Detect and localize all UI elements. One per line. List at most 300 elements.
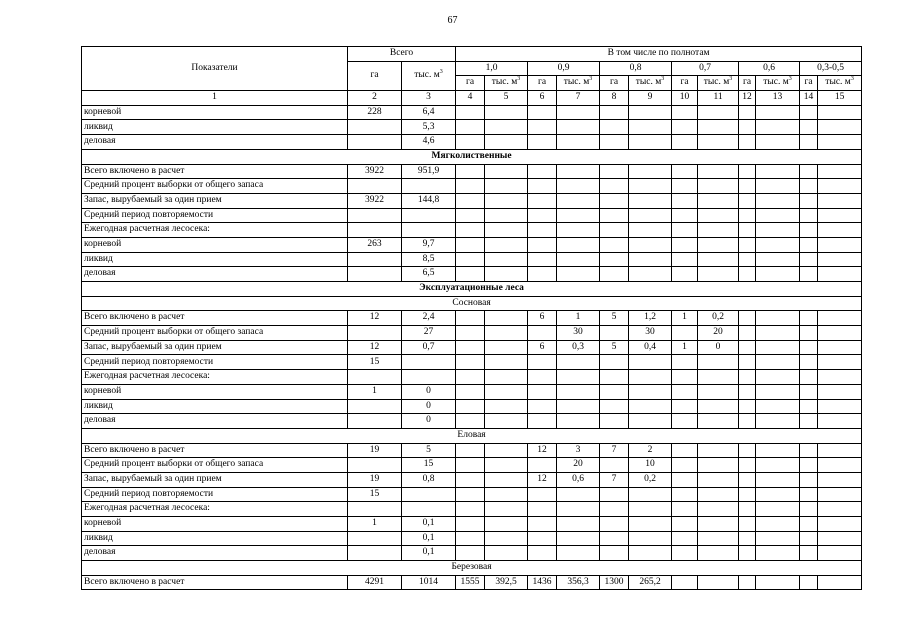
table-cell xyxy=(456,237,485,252)
table-cell xyxy=(456,135,485,150)
table-cell xyxy=(756,443,800,458)
header-unit-ha: га xyxy=(456,76,485,91)
table-cell xyxy=(456,326,485,341)
row-label: Средний процент выборки от общего запаса xyxy=(82,326,348,341)
table-cell xyxy=(698,443,739,458)
table-cell xyxy=(672,252,698,267)
table-cell xyxy=(456,267,485,282)
table-cell xyxy=(739,546,756,561)
row-label: Средний период повторяемости xyxy=(82,487,348,502)
table-cell: 0,8 xyxy=(402,472,456,487)
table-cell: 20 xyxy=(557,458,600,473)
table-cell xyxy=(800,120,818,135)
table-cell xyxy=(557,384,600,399)
table-cell xyxy=(528,120,557,135)
table-cell xyxy=(600,487,629,502)
table-cell xyxy=(348,546,402,561)
table-cell xyxy=(698,237,739,252)
table-cell xyxy=(698,120,739,135)
table-cell xyxy=(629,252,672,267)
table-cell xyxy=(698,531,739,546)
table-cell: 12 xyxy=(348,340,402,355)
table-cell: 5 xyxy=(402,443,456,458)
table-row xyxy=(82,120,862,135)
table-cell xyxy=(402,370,456,385)
table-cell xyxy=(756,252,800,267)
table-cell xyxy=(818,399,862,414)
table-row xyxy=(82,472,862,487)
table-cell xyxy=(818,326,862,341)
table-cell xyxy=(739,105,756,120)
table-cell xyxy=(818,414,862,429)
forest-cutting-table xyxy=(81,46,862,590)
table-cell xyxy=(818,223,862,238)
table-cell: 0,3 xyxy=(557,340,600,355)
table-cell xyxy=(456,179,485,194)
column-number: 1 xyxy=(82,91,348,106)
table-cell xyxy=(600,546,629,561)
table-cell xyxy=(600,458,629,473)
table-cell: 1 xyxy=(672,311,698,326)
table-cell xyxy=(600,135,629,150)
table-cell: 5,3 xyxy=(402,120,456,135)
table-cell xyxy=(698,384,739,399)
section-title: Эксплуатационные леса xyxy=(82,282,862,297)
table-cell xyxy=(672,164,698,179)
table-cell xyxy=(818,443,862,458)
table-cell xyxy=(528,458,557,473)
table-cell: 356,3 xyxy=(557,575,600,590)
table-cell: 4291 xyxy=(348,575,402,590)
table-cell: 12 xyxy=(528,443,557,458)
column-number: 15 xyxy=(818,91,862,106)
table-cell xyxy=(629,399,672,414)
row-label: Всего включено в расчет xyxy=(82,575,348,590)
table-cell xyxy=(528,193,557,208)
table-cell xyxy=(557,193,600,208)
table-row xyxy=(82,443,862,458)
table-cell xyxy=(528,135,557,150)
table-cell xyxy=(485,237,528,252)
table-cell: 4,6 xyxy=(402,135,456,150)
table-cell xyxy=(818,575,862,590)
table-cell xyxy=(456,252,485,267)
table-cell xyxy=(818,208,862,223)
table-cell xyxy=(818,487,862,502)
header-total: Всего xyxy=(348,47,456,62)
table-cell xyxy=(818,472,862,487)
table-cell xyxy=(672,267,698,282)
table-cell: 15 xyxy=(348,487,402,502)
row-label: деловая xyxy=(82,546,348,561)
table-cell xyxy=(739,355,756,370)
table-cell xyxy=(485,326,528,341)
section-row xyxy=(82,282,862,297)
table-cell xyxy=(629,179,672,194)
table-cell xyxy=(739,267,756,282)
table-cell xyxy=(800,384,818,399)
header-row-1 xyxy=(82,47,862,62)
table-cell: 0,1 xyxy=(402,517,456,532)
table-cell: 0 xyxy=(698,340,739,355)
table-cell: 1 xyxy=(348,517,402,532)
table-row xyxy=(82,326,862,341)
table-cell: 12 xyxy=(528,472,557,487)
table-cell xyxy=(818,458,862,473)
table-cell xyxy=(528,502,557,517)
table-cell xyxy=(800,267,818,282)
table-cell xyxy=(600,208,629,223)
table-row xyxy=(82,531,862,546)
table-cell: 3 xyxy=(557,443,600,458)
table-cell xyxy=(629,531,672,546)
table-cell xyxy=(672,135,698,150)
table-cell xyxy=(528,399,557,414)
table-cell xyxy=(818,384,862,399)
table-cell: 7 xyxy=(600,443,629,458)
column-number: 11 xyxy=(698,91,739,106)
header-total-ha: га xyxy=(348,61,402,90)
table-cell xyxy=(557,135,600,150)
table-cell xyxy=(348,179,402,194)
table-cell xyxy=(557,105,600,120)
table-cell xyxy=(672,458,698,473)
table-cell xyxy=(756,105,800,120)
table-cell xyxy=(629,120,672,135)
table-cell xyxy=(557,267,600,282)
table-cell xyxy=(600,370,629,385)
table-cell xyxy=(485,120,528,135)
table-cell: 19 xyxy=(348,472,402,487)
table-cell xyxy=(698,252,739,267)
table-cell xyxy=(456,443,485,458)
row-label: Средний процент выборки от общего запаса xyxy=(82,458,348,473)
table-cell xyxy=(557,487,600,502)
header-density-1-0: 1,0 xyxy=(456,61,528,76)
table-cell xyxy=(629,135,672,150)
table-cell xyxy=(698,517,739,532)
table-row xyxy=(82,458,862,473)
table-cell: 3922 xyxy=(348,164,402,179)
table-cell: 5 xyxy=(600,340,629,355)
subsection-title: Березовая xyxy=(82,561,862,576)
table-cell xyxy=(456,164,485,179)
table-cell xyxy=(800,472,818,487)
table-cell xyxy=(485,384,528,399)
table-cell xyxy=(557,252,600,267)
table-cell: 951,9 xyxy=(402,164,456,179)
table-cell xyxy=(739,164,756,179)
column-number: 14 xyxy=(800,91,818,106)
table-cell: 265,2 xyxy=(629,575,672,590)
table-cell xyxy=(456,384,485,399)
table-cell xyxy=(629,237,672,252)
table-cell: 1300 xyxy=(600,575,629,590)
table-cell xyxy=(739,208,756,223)
subsection-title: Сосновая xyxy=(82,296,862,311)
row-label: ликвид xyxy=(82,252,348,267)
table-cell xyxy=(557,237,600,252)
table-cell xyxy=(800,164,818,179)
table-cell xyxy=(698,414,739,429)
table-cell xyxy=(672,326,698,341)
header-density-0-7: 0,7 xyxy=(672,61,739,76)
header-density-0-8: 0,8 xyxy=(600,61,672,76)
table-cell xyxy=(739,326,756,341)
table-cell xyxy=(528,208,557,223)
table-cell xyxy=(818,164,862,179)
table-cell xyxy=(800,531,818,546)
table-cell xyxy=(528,384,557,399)
table-cell xyxy=(672,575,698,590)
table-cell xyxy=(600,164,629,179)
table-cell xyxy=(456,340,485,355)
table-row xyxy=(82,252,862,267)
table-cell xyxy=(629,487,672,502)
table-cell xyxy=(800,443,818,458)
table-cell: 1,2 xyxy=(629,311,672,326)
table-cell xyxy=(348,208,402,223)
table-cell xyxy=(348,267,402,282)
section-row xyxy=(82,149,862,164)
table-cell xyxy=(402,355,456,370)
table-row xyxy=(82,208,862,223)
table-cell xyxy=(739,414,756,429)
table-cell xyxy=(629,267,672,282)
row-label: Всего включено в расчет xyxy=(82,164,348,179)
table-cell xyxy=(629,414,672,429)
row-label: деловая xyxy=(82,414,348,429)
table-cell: 0,2 xyxy=(698,311,739,326)
table-cell xyxy=(756,458,800,473)
table-cell: 228 xyxy=(348,105,402,120)
header-unit-ha: га xyxy=(739,76,756,91)
table-cell xyxy=(485,105,528,120)
table-cell xyxy=(672,487,698,502)
header-total-volume: тыс. $м^3$ xyxy=(402,61,456,90)
table-cell: 8,5 xyxy=(402,252,456,267)
table-cell xyxy=(756,399,800,414)
table-cell: 1555 xyxy=(456,575,485,590)
table-cell xyxy=(756,311,800,326)
table-row xyxy=(82,164,862,179)
table-row xyxy=(82,340,862,355)
table-cell: 263 xyxy=(348,237,402,252)
table-cell xyxy=(672,502,698,517)
row-label: Средний процент выборки от общего запаса xyxy=(82,179,348,194)
column-number: 4 xyxy=(456,91,485,106)
table-cell xyxy=(485,252,528,267)
table-cell: 0,4 xyxy=(629,340,672,355)
table-cell xyxy=(739,193,756,208)
table-cell: 19 xyxy=(348,443,402,458)
table-cell xyxy=(485,414,528,429)
table-cell xyxy=(698,223,739,238)
row-label: Запас, вырубаемый за один прием xyxy=(82,193,348,208)
header-unit-ha: га xyxy=(528,76,557,91)
table-cell xyxy=(600,223,629,238)
table-cell xyxy=(672,414,698,429)
table-cell xyxy=(557,399,600,414)
column-number: 7 xyxy=(557,91,600,106)
table-cell xyxy=(528,105,557,120)
table-cell: 6 xyxy=(528,340,557,355)
table-cell xyxy=(348,502,402,517)
table-cell xyxy=(818,120,862,135)
table-row xyxy=(82,193,862,208)
table-cell xyxy=(739,443,756,458)
table-cell xyxy=(600,252,629,267)
table-cell xyxy=(672,208,698,223)
table-cell xyxy=(485,502,528,517)
table-cell: 1 xyxy=(557,311,600,326)
table-cell: 0 xyxy=(402,384,456,399)
table-cell: 144,8 xyxy=(402,193,456,208)
table-cell xyxy=(485,193,528,208)
table-cell xyxy=(672,384,698,399)
table-cell: 1436 xyxy=(528,575,557,590)
table-cell xyxy=(528,531,557,546)
table-row xyxy=(82,237,862,252)
table-cell xyxy=(818,252,862,267)
table-cell xyxy=(739,370,756,385)
table-cell xyxy=(756,502,800,517)
table-cell: 2,4 xyxy=(402,311,456,326)
table-cell xyxy=(456,193,485,208)
table-cell xyxy=(698,472,739,487)
table-cell xyxy=(672,370,698,385)
table-cell xyxy=(818,237,862,252)
table-cell: 0 xyxy=(402,399,456,414)
table-cell xyxy=(485,135,528,150)
table-cell xyxy=(456,105,485,120)
table-cell xyxy=(800,399,818,414)
table-cell xyxy=(456,355,485,370)
table-cell xyxy=(800,575,818,590)
table-cell: 27 xyxy=(402,326,456,341)
table-cell: 6 xyxy=(528,311,557,326)
table-cell xyxy=(485,399,528,414)
table-cell xyxy=(672,105,698,120)
table-cell xyxy=(698,370,739,385)
table-cell xyxy=(756,575,800,590)
table-cell xyxy=(557,164,600,179)
header-density-0-6: 0,6 xyxy=(739,61,800,76)
table-cell: 0,7 xyxy=(402,340,456,355)
table-cell xyxy=(756,414,800,429)
table-row xyxy=(82,517,862,532)
table-body xyxy=(82,105,862,590)
table-cell xyxy=(756,164,800,179)
table-cell xyxy=(756,384,800,399)
table-cell xyxy=(672,472,698,487)
table-cell xyxy=(528,517,557,532)
header-unit-volume: тыс. $м^3$ xyxy=(756,76,800,91)
row-label: Средний период повторяемости xyxy=(82,208,348,223)
row-label: Запас, вырубаемый за один прием xyxy=(82,340,348,355)
table-cell: 1 xyxy=(348,384,402,399)
table-cell xyxy=(756,223,800,238)
table-cell xyxy=(485,370,528,385)
header-density-0-9: 0,9 xyxy=(528,61,600,76)
table-cell xyxy=(485,311,528,326)
table-cell xyxy=(485,164,528,179)
table-cell xyxy=(818,531,862,546)
table-cell: 3922 xyxy=(348,193,402,208)
table-cell xyxy=(672,179,698,194)
table-cell xyxy=(528,487,557,502)
table-cell xyxy=(456,502,485,517)
column-number: 10 xyxy=(672,91,698,106)
table-cell: 10 xyxy=(629,458,672,473)
table-cell: 20 xyxy=(698,326,739,341)
table-cell xyxy=(756,237,800,252)
table-cell xyxy=(557,531,600,546)
table-cell xyxy=(698,164,739,179)
table-cell xyxy=(557,414,600,429)
table-cell xyxy=(456,531,485,546)
header-density-0-3-0-5: 0,3-0,5 xyxy=(800,61,862,76)
table-cell xyxy=(485,267,528,282)
table-cell xyxy=(756,546,800,561)
row-label: деловая xyxy=(82,135,348,150)
table-cell xyxy=(800,237,818,252)
column-number: 9 xyxy=(629,91,672,106)
table-cell xyxy=(818,105,862,120)
table-cell xyxy=(528,237,557,252)
table-cell xyxy=(557,546,600,561)
column-number: 12 xyxy=(739,91,756,106)
table-cell xyxy=(800,517,818,532)
table-cell xyxy=(528,326,557,341)
table-cell xyxy=(818,179,862,194)
table-cell xyxy=(800,105,818,120)
table-cell xyxy=(485,443,528,458)
table-cell xyxy=(348,326,402,341)
table-row xyxy=(82,414,862,429)
table-cell xyxy=(456,120,485,135)
table-cell: 12 xyxy=(348,311,402,326)
table-cell xyxy=(739,223,756,238)
column-number: 3 xyxy=(402,91,456,106)
header-unit-volume: тыс. $м^3$ xyxy=(485,76,528,91)
row-label: деловая xyxy=(82,267,348,282)
table-cell xyxy=(698,575,739,590)
table-cell xyxy=(698,135,739,150)
table-cell xyxy=(528,179,557,194)
table-cell xyxy=(672,237,698,252)
table-cell: 2 xyxy=(629,443,672,458)
table-cell xyxy=(557,517,600,532)
table-cell: 5 xyxy=(600,311,629,326)
table-cell xyxy=(600,120,629,135)
table-cell xyxy=(756,355,800,370)
table-cell xyxy=(485,340,528,355)
table-row xyxy=(82,311,862,326)
table-cell xyxy=(698,193,739,208)
header-unit-volume: тыс. $м^3$ xyxy=(818,76,862,91)
table-cell xyxy=(756,135,800,150)
row-label: ликвид xyxy=(82,120,348,135)
table-cell xyxy=(800,193,818,208)
table-row xyxy=(82,575,862,590)
row-label: Ежегодная расчетная лесосека: xyxy=(82,370,348,385)
table-cell xyxy=(800,546,818,561)
table-cell xyxy=(485,472,528,487)
table-cell xyxy=(672,193,698,208)
table-cell xyxy=(402,208,456,223)
table-cell xyxy=(698,399,739,414)
